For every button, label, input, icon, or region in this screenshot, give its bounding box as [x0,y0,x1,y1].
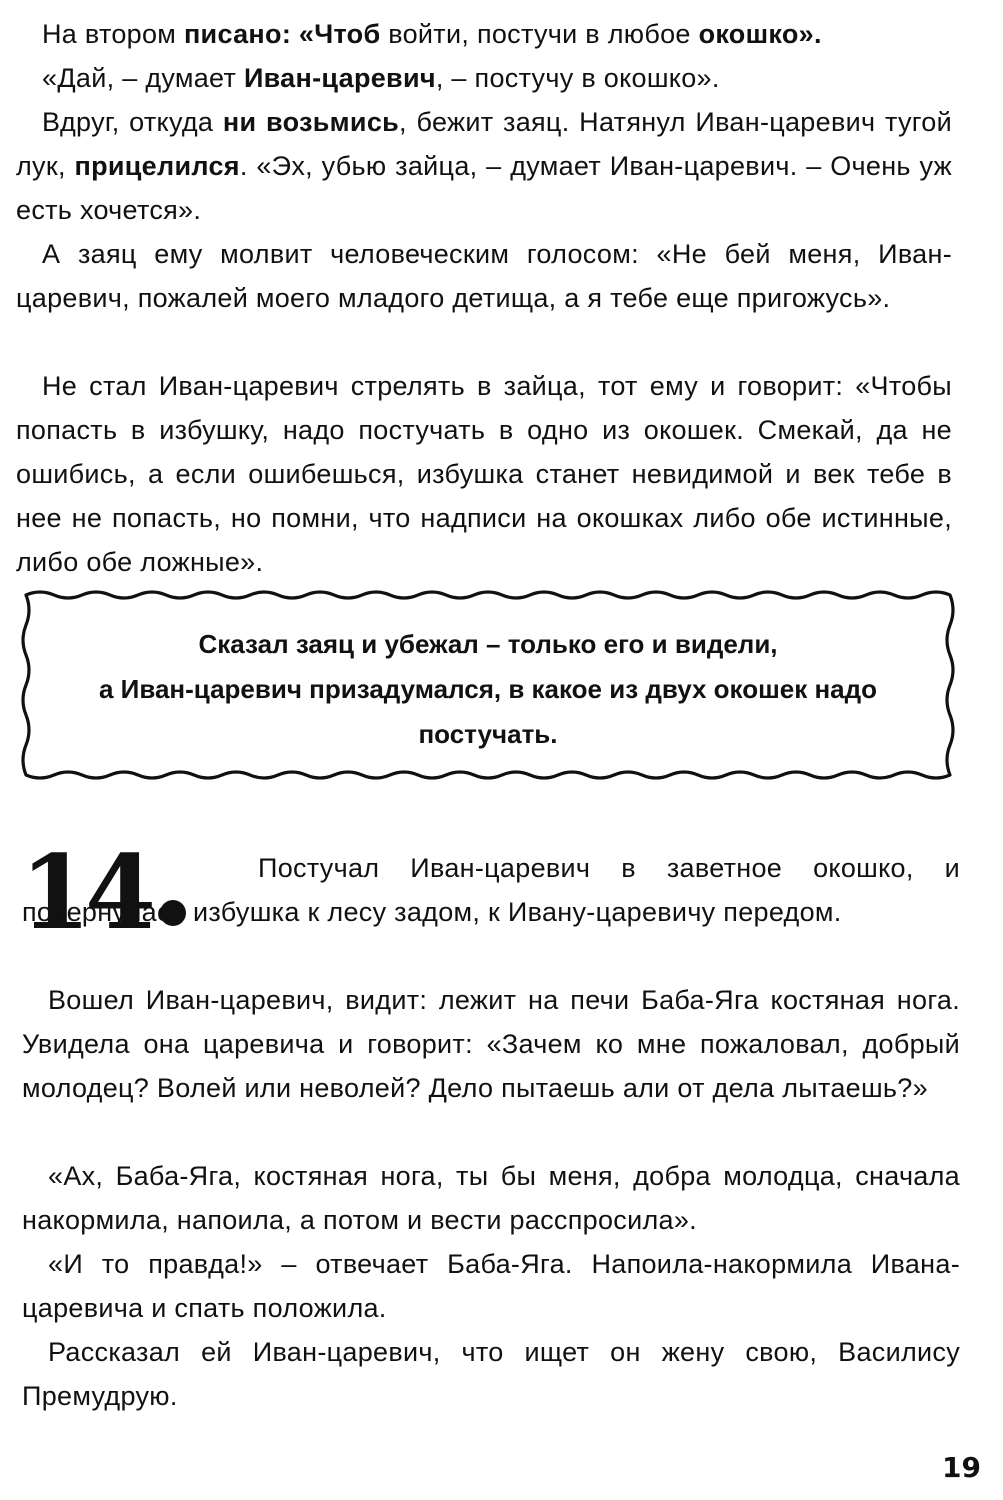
text-run: На втором [42,19,184,49]
text-run: А заяц ему молвит человеческим голосом: «Не бей меня, Иван-царевич, пожалей моего младого детища, а я тебе еще пригожусь». [16,239,952,313]
highlight-line-3: постучать. [418,719,558,749]
text-run: . «Эх, убью зайца, – думает Иван-царевич. – Очень уж есть хочется». [16,151,952,225]
chapter-paragraph-5: Рассказал ей Иван-царевич, что ищет он жену свою, Василису Премудрую. [22,1337,960,1411]
chapter-paragraph-1: Постучал Иван-царевич в заветное окошко, и повернулась избушка к лесу задом, к Ивану-царевичу передом. [22,853,960,927]
paragraph-3 [16,100,952,232]
text-run: Иван-царевич [243,63,436,93]
paragraph-4 [16,232,952,320]
text-run: Вдруг, откуда [42,107,223,137]
highlight-line-2: а Иван-царевич призадумался, в какое из двух окошек надо [98,674,878,704]
text-run: Не стал Иван-царевич стрелять в зайца, тот ему и говорит: «Чтобы попасть в избушку, надо постучать в одно из окошек. Смекай, да не ошибись, а если ошибешься, избушка станет невидимой и век тебе в нее не попасть, но помни, что надписи на окошках либо обе истинные, либо обе ложные». [16,371,952,577]
highlight-box [30,622,946,757]
text-run: «Дай, – думает [42,63,244,93]
highlight-line-1: Сказал заяц и убежал – только его и видели, [198,629,778,659]
page-number: 19 [942,1451,981,1484]
text-run: прицелился [74,151,240,181]
paragraph-2 [16,56,952,100]
text-run: ни возьмись [222,107,400,137]
paragraph-1 [16,12,952,56]
chapter-paragraph-3: «Ах, Баба-Яга, костяная нога, ты бы меня, добра молодца, сначала накормила, напоила, а потом и вести расспросила». [22,1161,960,1235]
text-run: войти, постучи в любое [380,19,699,49]
text-run: писано: «Чтоб [183,19,381,49]
chapter-number: 14 [20,833,150,953]
text-run: окошко». [698,19,822,49]
text-run: , бежит заяц. Натянул Иван-царевич тугой лук, [16,107,953,181]
chapter-paragraph-4: «И то правда!» – отвечает Баба-Яга. Напоила-накормила Ивана-царевича и спать положила. [22,1249,960,1323]
text-run: , – постучу в окошко». [435,63,720,93]
chapter-paragraph-2: Вошел Иван-царевич, видит: лежит на печи Баба-Яга костяная нога. Увидела она царевича и говорит: «Зачем ко мне пожаловал, добрый молодец? Волей или неволей? Дело пытаешь али от дела лытаешь?» [22,985,960,1103]
paragraph-5 [16,364,952,584]
